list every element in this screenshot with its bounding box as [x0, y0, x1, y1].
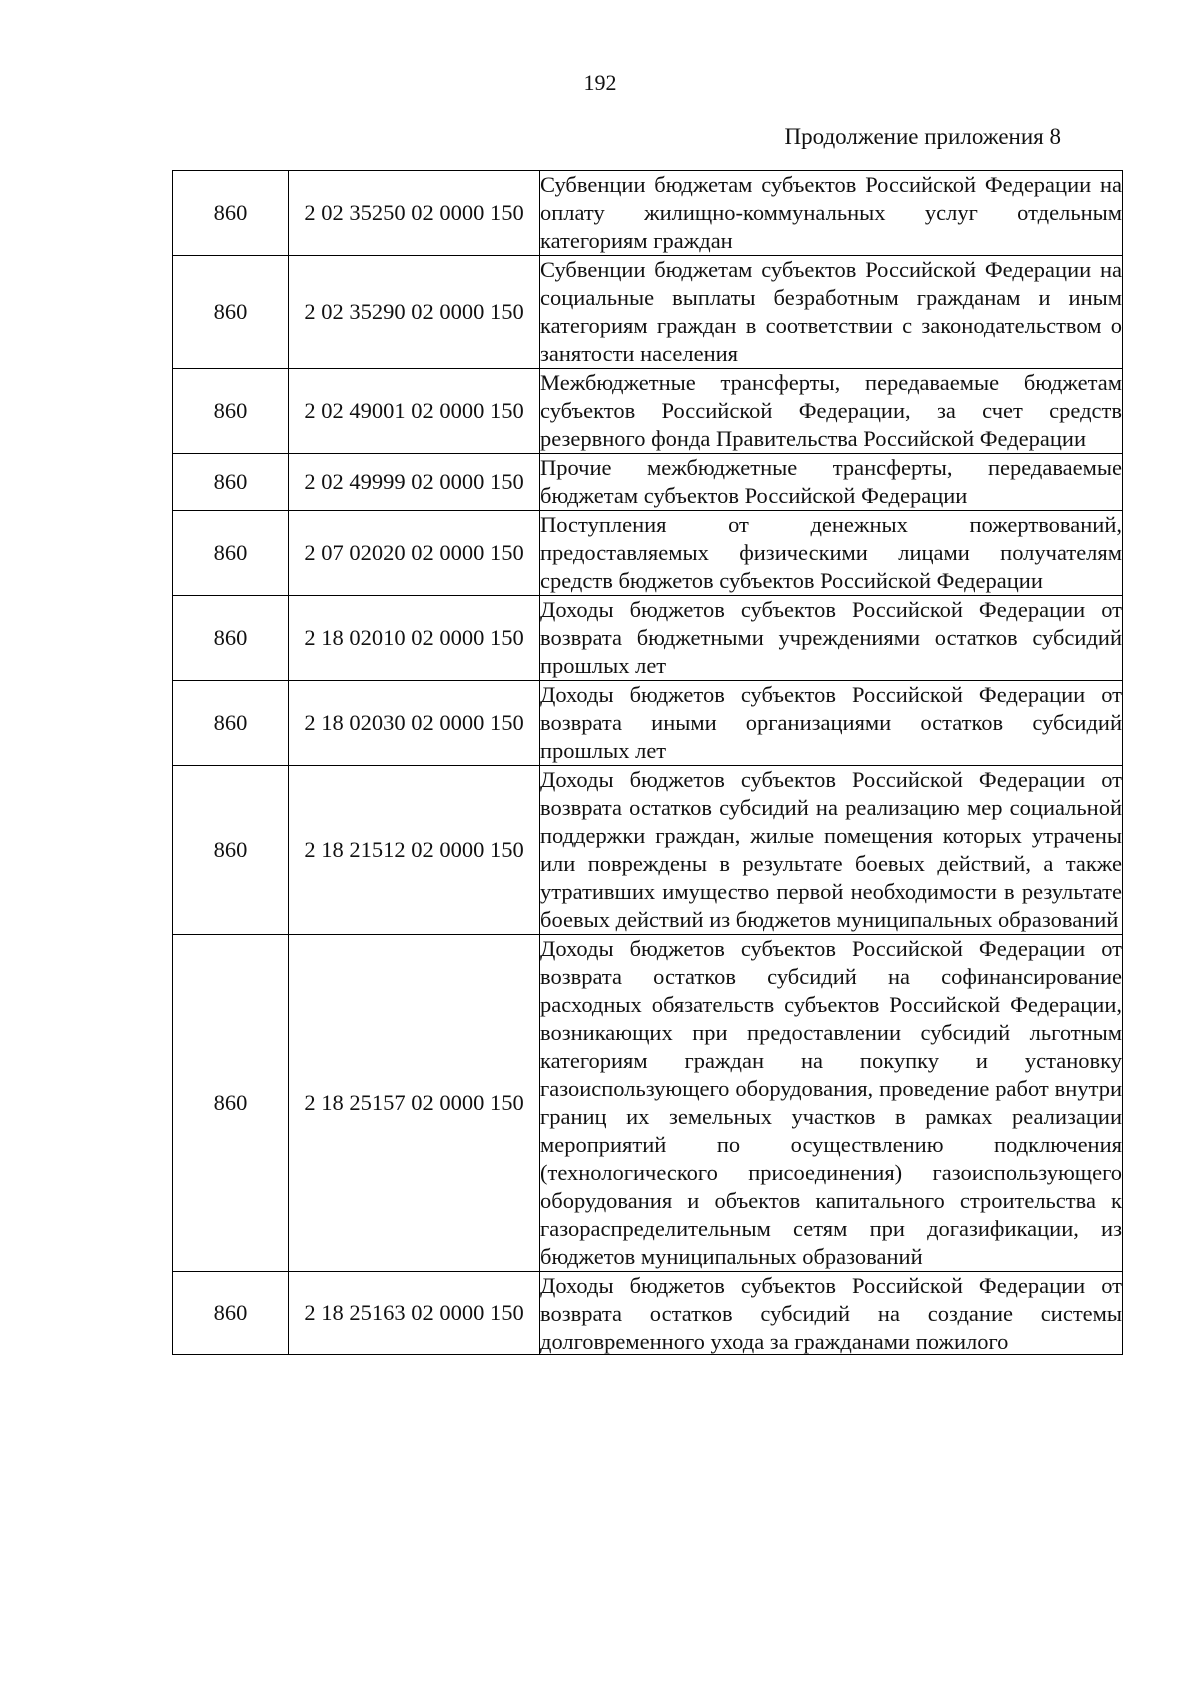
- budget-code-cell: 2 18 25163 02 0000 150: [289, 1272, 540, 1355]
- description-text: Субвенции бюджетам субъектов Российской Федерации на социальные выплаты безработным гражданам и иным категориям граждан в соответствии с законодательством о занятости населения: [540, 257, 1122, 366]
- budget-code-cell: 2 18 25157 02 0000 150: [289, 935, 540, 1272]
- description-text: Доходы бюджетов субъектов Российской Федерации от возврата остатков субсидий на создание системы долговременного ухода за гражданами пожилого: [540, 1273, 1122, 1354]
- table-row: [173, 454, 1123, 511]
- table-row: [173, 511, 1123, 596]
- budget-code-cell: 2 18 21512 02 0000 150: [289, 766, 540, 935]
- admin-code-cell: 860: [173, 454, 289, 511]
- description-cut-box: [540, 1272, 1122, 1354]
- description-text: Доходы бюджетов субъектов Российской Федерации от возврата остатков субсидий на софинансирование расходных обязательств субъектов Российской Федерации, возникающих при предоставлении субсидий льготным категориям граждан на покупку и установку газоиспользующего оборудования, проведение работ внутри границ их земельных участков в рамках реализации мероприятий по осуществлению подключения (технологического присоединения) газоиспользующего оборудования и объектов капитального строительства к газораспределительным сетям при догазификации, из бюджетов муниципальных образований: [540, 936, 1122, 1269]
- description-cell: [540, 369, 1123, 454]
- revenue-codes-table: [172, 170, 1123, 1355]
- description-text: Прочие межбюджетные трансферты, передаваемые бюджетам субъектов Российской Федерации: [540, 455, 1122, 508]
- budget-code-cell: 2 18 02010 02 0000 150: [289, 596, 540, 681]
- table-row: [173, 256, 1123, 369]
- admin-code-cell: 860: [173, 369, 289, 454]
- table-row: [173, 766, 1123, 935]
- budget-code-cell: 2 02 49999 02 0000 150: [289, 454, 540, 511]
- table-row: [173, 369, 1123, 454]
- admin-code-cell: 860: [173, 681, 289, 766]
- table-row: [173, 596, 1123, 681]
- admin-code-cell: 860: [173, 596, 289, 681]
- description-cell: [540, 511, 1123, 596]
- description-cell: [540, 935, 1123, 1272]
- table-row: [173, 171, 1123, 256]
- description-text: Доходы бюджетов субъектов Российской Федерации от возврата бюджетными учреждениями остатков субсидий прошлых лет: [540, 597, 1122, 678]
- budget-code-cell: 2 02 49001 02 0000 150: [289, 369, 540, 454]
- description-cell: [540, 171, 1123, 256]
- description-text: Субвенции бюджетам субъектов Российской Федерации на оплату жилищно-коммунальных услуг отдельным категориям граждан: [540, 172, 1122, 253]
- description-text: Доходы бюджетов субъектов Российской Федерации от возврата иными организациями остатков субсидий прошлых лет: [540, 682, 1122, 763]
- budget-code-cell: 2 18 02030 02 0000 150: [289, 681, 540, 766]
- admin-code-cell: 860: [173, 1272, 289, 1355]
- page-number: 192: [583, 70, 617, 95]
- description-text: Межбюджетные трансферты, передаваемые бюджетам субъектов Российской Федерации, за счет средств резервного фонда Правительства Российской Федерации: [540, 370, 1122, 451]
- description-cell: [540, 1272, 1123, 1355]
- admin-code-cell: 860: [173, 935, 289, 1272]
- admin-code-cell: 860: [173, 766, 289, 935]
- table-row: [173, 681, 1123, 766]
- description-text: Доходы бюджетов субъектов Российской Федерации от возврата остатков субсидий на реализацию мер социальной поддержки граждан, жилые помещения которых утрачены или повреждены в результате боевых действий, а также утративших имущество первой необходимости в результате боевых действий из бюджетов муниципальных образований: [540, 767, 1122, 932]
- table-row: [173, 1272, 1123, 1355]
- description-text: Поступления от денежных пожертвований, предоставляемых физическими лицами получателям средств бюджетов субъектов Российской Федерации: [540, 512, 1122, 593]
- budget-code-cell: 2 02 35250 02 0000 150: [289, 171, 540, 256]
- description-cell: [540, 256, 1123, 369]
- admin-code-cell: 860: [173, 171, 289, 256]
- description-cell: [540, 681, 1123, 766]
- table-row: [173, 935, 1123, 1272]
- admin-code-cell: 860: [173, 511, 289, 596]
- description-cell: [540, 596, 1123, 681]
- budget-code-cell: 2 02 35290 02 0000 150: [289, 256, 540, 369]
- description-cell: [540, 766, 1123, 935]
- admin-code-cell: 860: [173, 256, 289, 369]
- budget-code-cell: 2 07 02020 02 0000 150: [289, 511, 540, 596]
- description-cell: [540, 454, 1123, 511]
- appendix-continuation-note: Продолжение приложения 8: [784, 124, 1061, 149]
